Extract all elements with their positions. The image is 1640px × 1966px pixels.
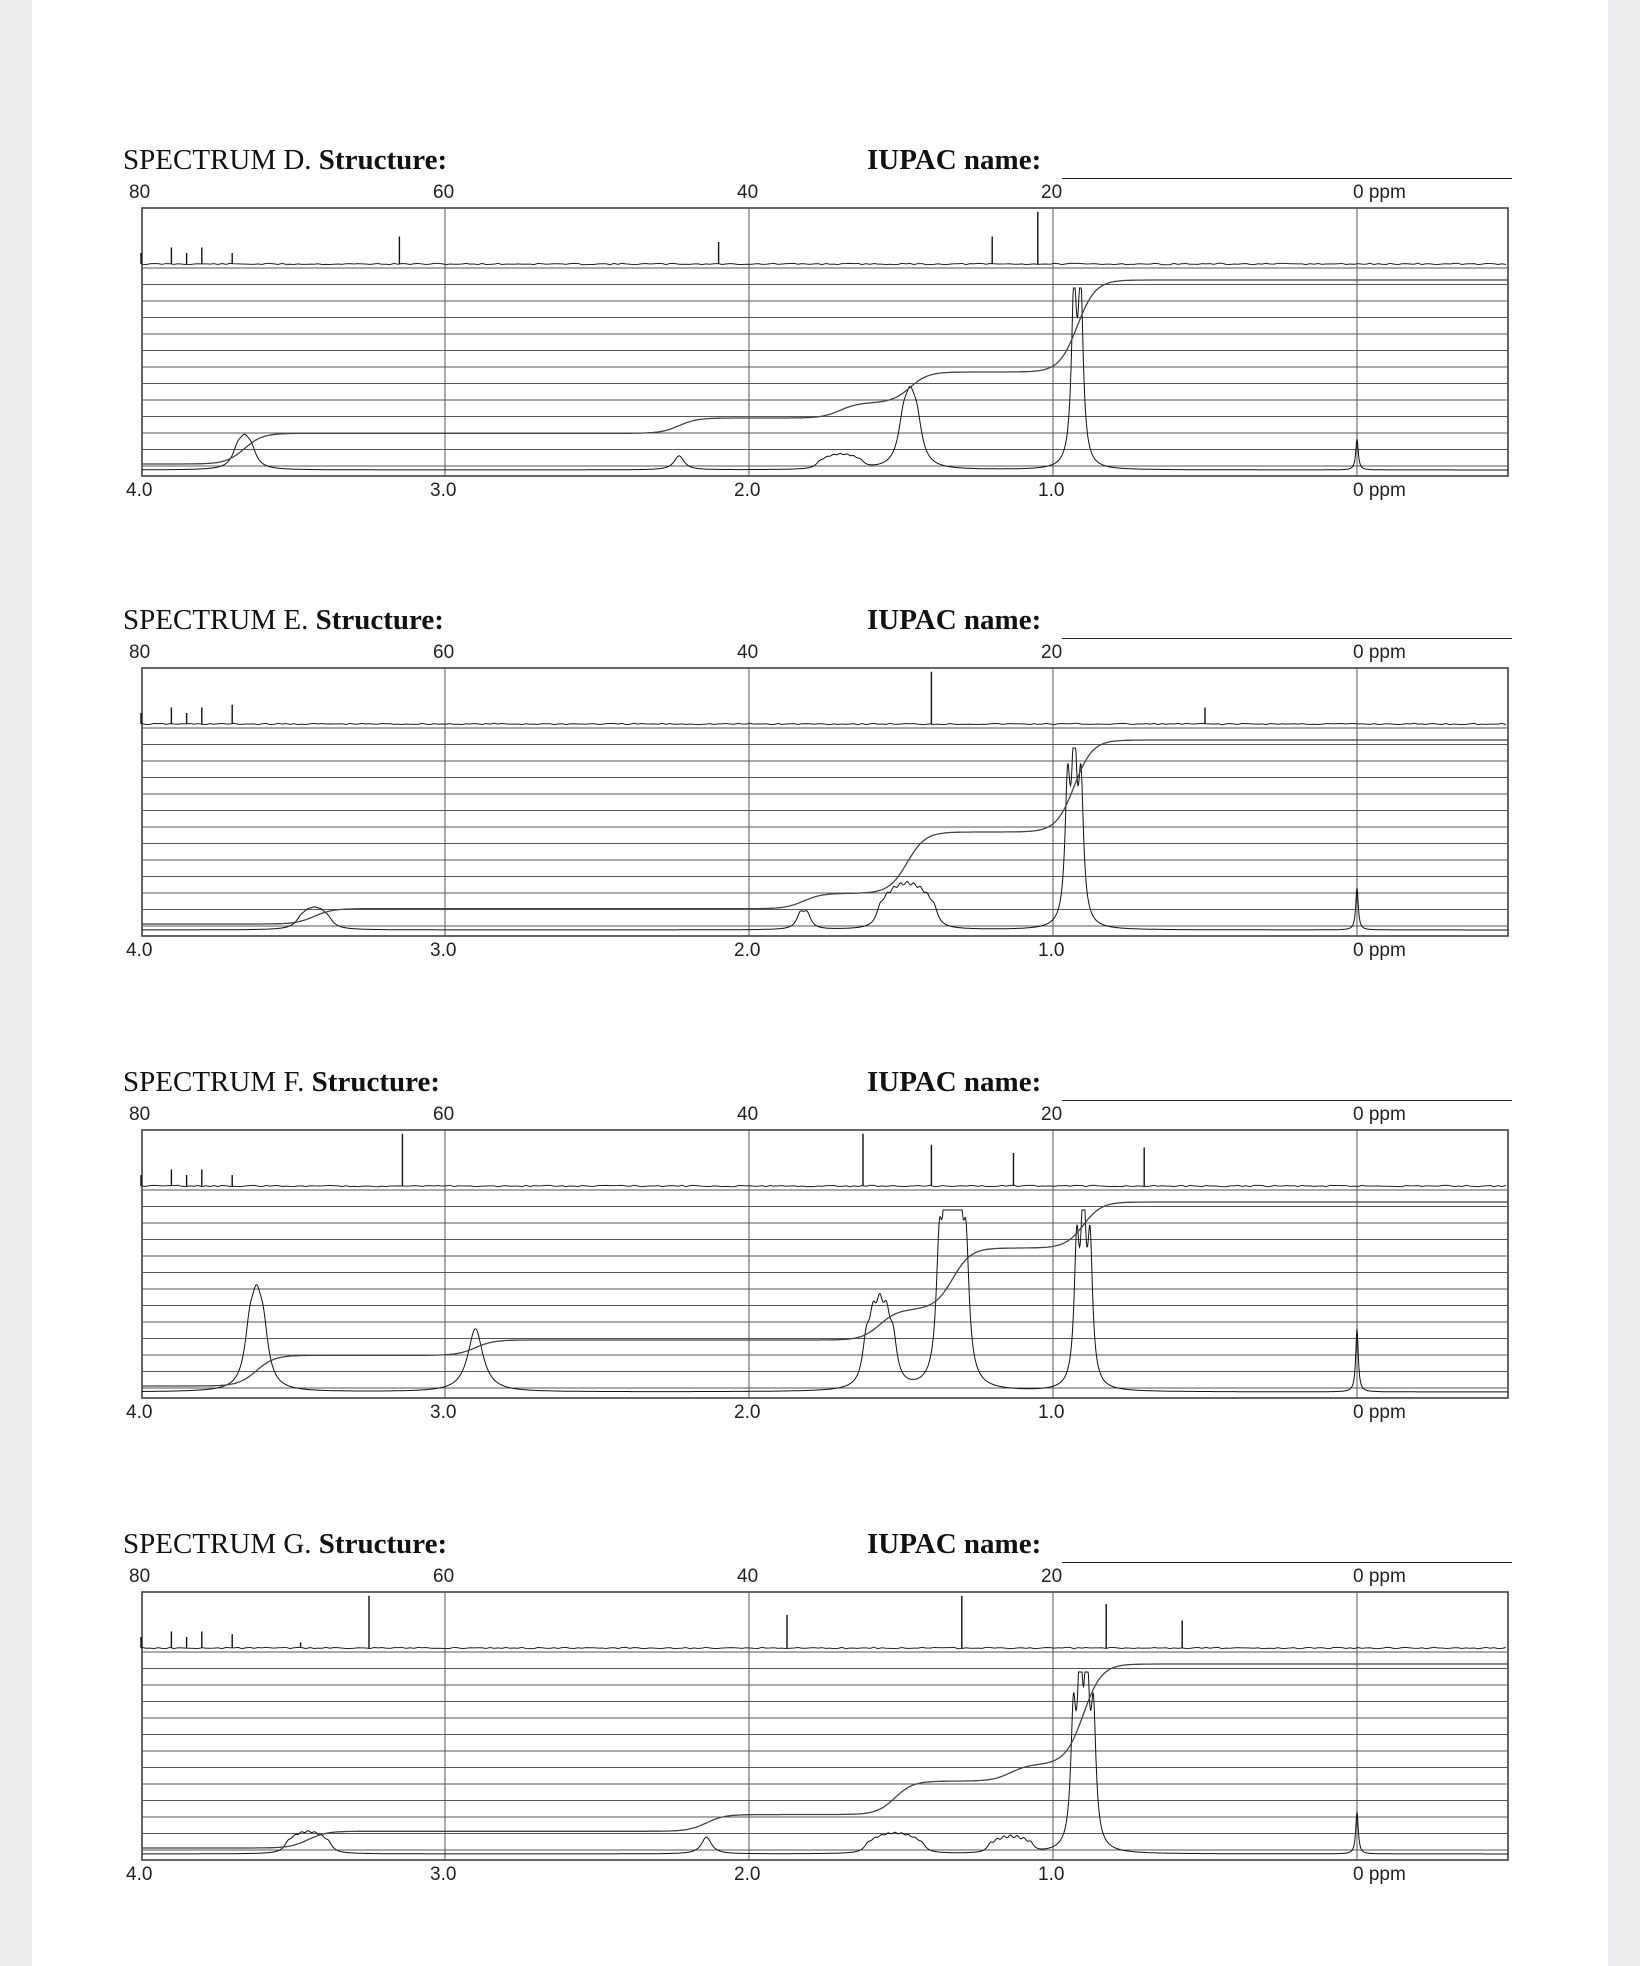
spectrum-panel	[32, 1528, 1608, 1914]
structure-label: Structure:	[315, 604, 444, 636]
spectrum-id: SPECTRUM D.	[123, 144, 312, 176]
spectrum-id: SPECTRUM F.	[123, 1066, 305, 1098]
plot-frame	[142, 1130, 1508, 1398]
structure-label: Structure:	[318, 1528, 448, 1560]
h1-tick-label: 2.0	[734, 1402, 761, 1423]
c13-tick-label: 0 ppm	[1353, 182, 1406, 203]
h1-tick-label: 1.0	[1038, 940, 1065, 961]
plot-frame	[142, 668, 1508, 936]
structure-label: Structure:	[318, 144, 448, 176]
h1-tick-label: 1.0	[1038, 1402, 1065, 1423]
c13-baseline	[142, 1185, 1506, 1186]
h1-tick-label: 4.0	[126, 480, 153, 501]
spectrum-plot	[32, 150, 1608, 530]
plot-frame	[142, 208, 1508, 476]
h1-tick-label: 3.0	[430, 1864, 457, 1885]
h1-tick-label: 1.0	[1038, 480, 1065, 501]
h1-tick-label: 2.0	[734, 480, 761, 501]
spectrum-panel	[32, 1066, 1608, 1452]
h1-tick-label: 2.0	[734, 1864, 761, 1885]
spectrum-plot	[32, 1072, 1608, 1452]
integral-curve	[142, 740, 1508, 924]
h1-tick-label: 4.0	[126, 940, 153, 961]
iupac-label: IUPAC name:	[867, 604, 1042, 636]
h1-spectrum	[142, 288, 1508, 470]
c13-tick-label: 20	[1041, 1566, 1063, 1587]
spectrum-id: SPECTRUM E.	[123, 604, 309, 636]
plot-frame	[142, 1592, 1508, 1860]
c13-tick-label: 80	[129, 1104, 151, 1125]
c13-tick-label: 80	[129, 642, 151, 663]
h1-tick-label: 3.0	[430, 1402, 457, 1423]
spectrum-panel	[32, 144, 1608, 530]
spectrum-panel	[32, 604, 1608, 990]
c13-tick-label: 40	[737, 182, 759, 203]
h1-tick-label: 4.0	[126, 1864, 153, 1885]
c13-tick-label: 80	[129, 182, 151, 203]
c13-tick-label: 40	[737, 1104, 759, 1125]
worksheet-page	[32, 0, 1608, 1966]
integral-curve	[142, 1664, 1508, 1848]
c13-baseline	[142, 263, 1506, 264]
h1-tick-label: 4.0	[126, 1402, 153, 1423]
h1-tick-label: 0 ppm	[1353, 1864, 1406, 1885]
c13-tick-label: 0 ppm	[1353, 1566, 1406, 1587]
c13-tick-label: 60	[433, 182, 455, 203]
h1-tick-label: 2.0	[734, 940, 761, 961]
h1-spectrum	[142, 1672, 1508, 1854]
c13-tick-label: 0 ppm	[1353, 1104, 1406, 1125]
spectrum-id: SPECTRUM G.	[123, 1528, 312, 1560]
h1-spectrum	[142, 748, 1508, 930]
integral-curve	[142, 1202, 1508, 1386]
c13-tick-label: 80	[129, 1566, 151, 1587]
c13-tick-label: 0 ppm	[1353, 642, 1406, 663]
h1-tick-label: 1.0	[1038, 1864, 1065, 1885]
h1-tick-label: 3.0	[430, 480, 457, 501]
iupac-label: IUPAC name:	[867, 1528, 1042, 1560]
h1-tick-label: 0 ppm	[1353, 1402, 1406, 1423]
structure-label: Structure:	[311, 1066, 440, 1098]
c13-tick-label: 20	[1041, 182, 1063, 203]
c13-baseline	[142, 723, 1506, 724]
c13-tick-label: 20	[1041, 1104, 1063, 1125]
iupac-label: IUPAC name:	[867, 144, 1042, 176]
integral-curve	[142, 280, 1508, 464]
c13-tick-label: 60	[433, 1566, 455, 1587]
h1-tick-label: 3.0	[430, 940, 457, 961]
spectrum-plot	[32, 1534, 1608, 1914]
c13-tick-label: 60	[433, 1104, 455, 1125]
spectrum-plot	[32, 610, 1608, 990]
iupac-label: IUPAC name:	[867, 1066, 1042, 1098]
c13-tick-label: 40	[737, 1566, 759, 1587]
c13-baseline	[142, 1647, 1506, 1648]
h1-spectrum	[142, 1210, 1508, 1392]
c13-tick-label: 20	[1041, 642, 1063, 663]
h1-tick-label: 0 ppm	[1353, 940, 1406, 961]
h1-tick-label: 0 ppm	[1353, 480, 1406, 501]
c13-tick-label: 40	[737, 642, 759, 663]
c13-tick-label: 60	[433, 642, 455, 663]
